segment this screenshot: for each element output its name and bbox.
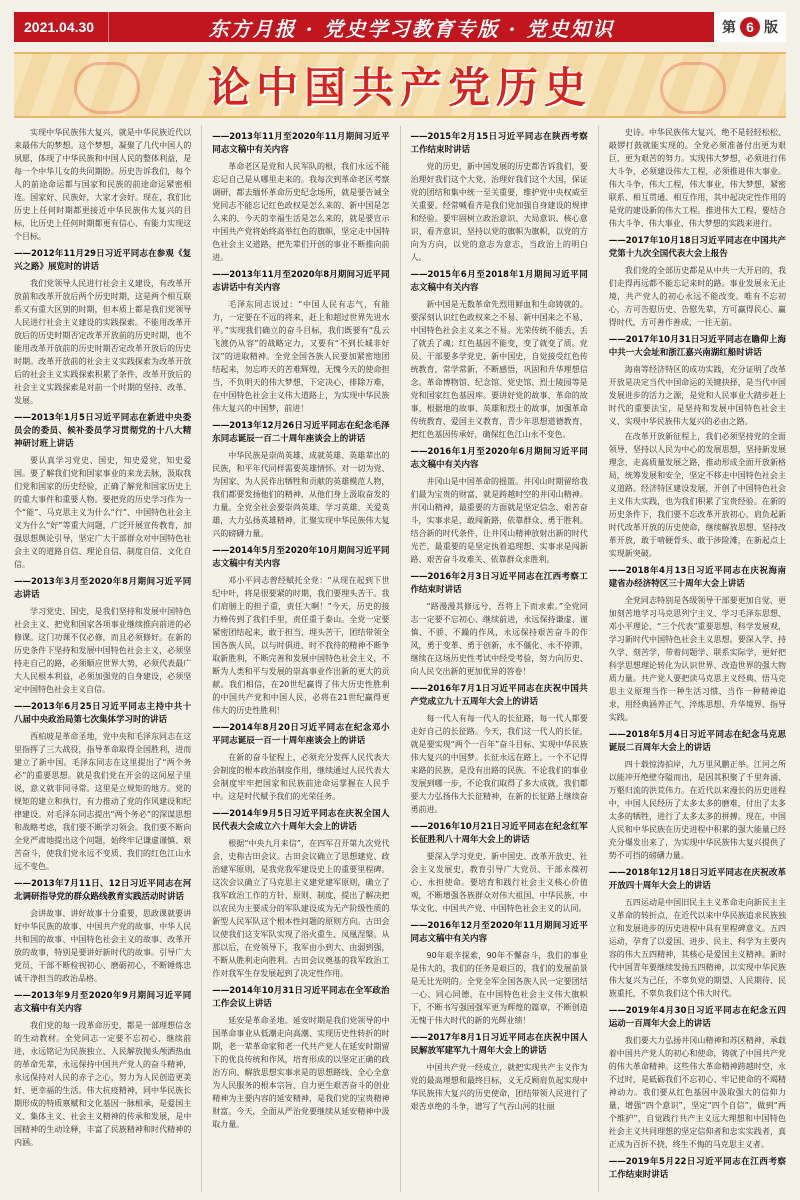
quote-source: ——2016年2月3日习近平同志在江西考察工作结束时讲话 xyxy=(410,572,588,595)
quote-source: ——2017年8月1日习近平同志在庆祝中国人民解放军建军九十周年大会上的讲话 xyxy=(410,1033,588,1056)
paragraph: 学习党史、国史，是我们坚持和发展中国特色社会主义、把党和国家各项事业继续推向前进的必修课。这门功课不仅必修，而且必须修好。在新的历史条件下坚持和发展中国特色社会主义，必须坚持走自己的路，必须顺应世界大势，必须代表最广大人民根本利益，必须加强党的自身建设，必须坚定中国特色社会主义自信。 xyxy=(14,607,192,694)
paragraph: 新中国是无数革命先烈用鲜血和生命铸就的。要深刻认识红色政权来之不易、新中国来之不易、中国特色社会主义来之不易。光荣传统不能丢，丢了就丢了魂；红色基因不能变，变了就变了质。党员、干部要多学党史、新中国史，自觉接受红色传统教育，常学常新，不断感悟，巩固和升华理想信念。革命博物馆、纪念馆、党史馆、烈士陵园等是党和国家红色基因库。要讲好党的故事、革命的故事、根据地的故事、英雄和烈士的故事，加强革命传统教育、爱国主义教育，青少年思想道德教育，把红色基因传承好，确保红色江山永不变色。 xyxy=(410,300,588,439)
quote-source: ——2013年6月25日习近平同志主持中共十八届中央政治局第七次集体学习时的讲话 xyxy=(14,702,192,725)
quote-source: ——2014年10月31日习近平同志在全军政治工作会议上讲话 xyxy=(212,986,390,1009)
quote-source: ——2018年5月4日习近平同志在纪念马克思诞辰二百周年大会上的讲话 xyxy=(608,730,786,753)
quote-source: ——2013年1月5日习近平同志在新进中央委员会的委员、候补委员学习贯彻党的十八大精神研讨班上讲话 xyxy=(14,413,192,449)
paragraph: 我们要大力弘扬井冈山精神和苏区精神，承载着中国共产党人的初心和使命，铸就了中国共产党的伟大革命精神。这些伟大革命精神跨越时空，永不过时，是砥砺我们不忘初心、牢记使命的不竭精神动力。我们要从红色基因中汲取强大的信仰力量，增强“四个意识”，坚定“四个自信”，做到“两个维护”，自觉践行共产主义远大理想和中国特色社会主义共同理想的坚定信仰者和忠实实践者，真正成为百折不挠、终生不悔的马克思主义者。 xyxy=(608,1036,786,1149)
paragraph: 井冈山是中国革命的摇篮。井冈山时期留给我们最为宝贵的财富，就是跨越时空的井冈山精神。井冈山精神，最重要的方面就是坚定信念、艰苦奋斗，实事求是、敢闯新路，依靠群众、勇于胜利。结合新的时代条件，让井冈山精神放射出新的时代光芒，最重要的是坚定执着追理想、实事求是闯新路、艰苦奋斗攻难关、依靠群众求胜利。 xyxy=(410,477,588,564)
quote-source: ——2013年7月11日、12日习近平同志在河北调研指导党的群众路线教育实践活动时讲话 xyxy=(14,879,192,902)
paragraph: 要认真学习党史、国史，知史爱党，知史爱国。要了解我们党和国家事业的来龙去脉，汲取我们党和国家的历史经验，正确了解党和国家历史上的重大事件和重要人物。要把党的历史学习作为一个“能”、马克思主义为什么“行”、中国特色社会主义为什么“好”等重大问题，广泛开展宣传教育，加强思想舆论引导，坚定广大干部群众对中国特色社会主义的道路自信、理论自信、制度自信、文化自信。 xyxy=(14,456,192,569)
quote-source: ——2016年1月至2020年6月期间习近平同志文稿中有关内容 xyxy=(410,447,588,470)
paragraph: 四十载惊涛拍岸，九万里风鹏正举。江河之所以能冲开绝壁夺隘而出，是因其积聚了千里奔涌、万壑归流的洪荒伟力。在近代以来漫长的历史进程中，中国人民经历了太多太多的磨难，付出了太多太多的牺牲，进行了太多太多的拼搏。现在，中国人民和中华民族在历史进程中积累的强大能量已经充分爆发出来了，为实现中华民族伟大复兴提供了势不可挡的磅礴力量。 xyxy=(608,760,786,860)
paragraph: 我们党的全部历史都是从中共一大开启的，我们走得再远都不能忘记来时的路。事业发展永无止境，共产党人的初心永远不能改变。唯有不忘初心，方可告慰历史、告慰先辈，方可赢得民心、赢得时代，方可善作善成、一往无前。 xyxy=(608,266,786,327)
paragraph: 我们党领导人民进行社会主义建设，有改革开放前和改革开放后两个历史时期，这是两个相互联系又有重大区别的时期，但本质上都是我们党领导人民进行社会主义建设的实践探索。不能用改革开放后的历史时期否定改革开放前的历史时期，也不能用改革开放前的历史时期否定改革开放后的历史时期。改革开放前的社会主义实践探索为改革开放后的社会主义实践探索积累了条件，改革开放后的社会主义实践探索是对前一个时期的坚持、改革、发展。 xyxy=(14,279,192,405)
title-banner xyxy=(14,52,786,118)
article-column-2 xyxy=(201,126,389,1192)
paragraph: 实现中华民族伟大复兴，就是中华民族近代以来最伟大的梦想。这个梦想，凝聚了几代中国人的夙愿，体现了中华民族和中国人民的整体利益，是每一个中华儿女的共同期盼。历史告诉我们，每个人的前途命运都与国家和民族的前途命运紧密相连。国家好、民族好，大家才会好。现在，我们比历史上任何时期都更接近中华民族伟大复兴的目标，比历史上任何时期都更有信心、有能力实现这个目标。 xyxy=(14,128,192,241)
quote-source: ——2016年7月1日习近平同志在庆祝中国共产党成立九十五周年大会上的讲话 xyxy=(410,684,588,707)
paragraph: 五四运动是中国旧民主主义革命走向新民主主义革命的转折点，在近代以来中华民族追求民族独立和发展进步的历史进程中具有里程碑意义。五四运动，孕育了以爱国、进步、民主、科学为主要内容的伟大五四精神，其核心是爱国主义精神。新时代中国青年要继续发扬五四精神，以实现中华民族伟大复兴为己任，不辜负党的期望、人民期待、民族重托，不辜负我们这个伟大时代。 xyxy=(608,898,786,998)
paragraph: 会讲故事、讲好故事十分重要，思政课就要讲好中华民族的故事、中国共产党的故事、中华人民共和国的故事、中国特色社会主义的故事、改革开放的故事，特别是要讲好新时代的故事。引导广大党员、干部不断检视初心、磨砺初心，不断锤炼忠诚干净担当的政治品格。 xyxy=(14,909,192,983)
masthead: 东方月报 · 党史学习教育专版 · 党史知识 xyxy=(208,16,615,41)
paragraph: 史诗。中华民族伟大复兴，绝不是轻轻松松、敲锣打鼓就能实现的。全党必须准备付出更为艰巨、更为艰苦的努力。实现伟大梦想，必须进行伟大斗争，必须建设伟大工程，必须推进伟大事业。伟大斗争，伟大工程，伟大事业，伟大梦想，紧密联系、相互贯通、相互作用，其中起决定性作用的是党的建设新的伟大工程。推进伟大工程，要结合伟大斗争、伟大事业、伟大梦想的实践来进行。 xyxy=(608,128,786,228)
quote-source: ——2017年10月18日习近平同志在中国共产党第十九次全国代表大会上报告 xyxy=(608,236,786,259)
quote-source: ——2013年11月至2020年8月期间习近平同志讲话中有关内容 xyxy=(212,270,390,293)
quote-source: ——2012年11月29日习近平同志在参观《复兴之路》展览时的讲话 xyxy=(14,249,192,272)
quote-source: ——2013年12月26日习近平同志在纪念毛泽东同志诞辰一百二十周年座谈会上的讲话 xyxy=(212,421,390,444)
quote-source: ——2014年9月5日习近平同志在庆祝全国人民代表大会成立六十周年大会上的讲话 xyxy=(212,809,390,832)
quote-source: ——2016年12月至2020年11月期间习近平同志文稿中有关内容 xyxy=(410,921,588,944)
paragraph: 根据“中央九月来信”，在四军召开第九次党代会，史称古田会议。古田会议确立了思想建党、政治建军原则，是我党我军建设史上的重要里程碑。这次会议确立了马克思主义建党建军原则，确立了我军政治工作的方针、原则、制度，提出了解决把以农民为主要成分的军队建设成为无产阶级性质的新型人民军队这个根本性问题的原则方向。古田会议使我们这支军队实现了浴火重生、凤凰涅槃。从那以后，在党领导下，我军由小到大、由弱到强，不断从胜利走向胜利。古田会议奠基的我军政治工作对我军生存发展起到了决定性作用。 xyxy=(212,839,390,978)
paragraph: 革命老区是党和人民军队的根，我们永远不能忘记自己是从哪里走来的。我每次到革命老区考察调研，都去缅怀革命历史纪念场所，就是要告诫全党同志不能忘记红色政权是怎么来的、新中国是怎么来的、今天的幸福生活是怎么来的，就是要宣示中国共产党将始终高举红色的旗帜，坚定走中国特色社会主义道路，把先辈们开创的事业不断推向前进。 xyxy=(212,162,390,262)
swirl-ornament-right xyxy=(660,62,726,114)
page-title: 论中国共产党历史 xyxy=(207,63,592,112)
paragraph: 毛泽东同志说过：“中国人民有志气，有能力，一定要在不远的将来，赶上和超过世界先进水平。”实现我们确立的奋斗目标，我们既要有“乱云飞渡仍从容”的战略定力，又要有“不到长城非好汉”的进取精神。全党全国各族人民要加紧密地团结起来，勿忘昨天的苦难辉煌，无愧今天的使命担当，不负明天的伟大梦想，下定决心，排除万难，在中国特色社会主义伟大道路上，为实现中华民族伟大复兴的中国梦，前进！ xyxy=(212,300,390,413)
article-column-1 xyxy=(14,126,191,1192)
page-indicator xyxy=(714,12,786,42)
quote-source: ——2014年8月20日习近平同志在纪念邓小平同志诞辰一百一十周年座谈会上的讲话 xyxy=(212,723,390,746)
quote-source: ——2018年12月18日习近平同志在庆祝改革开放四十周年大会上的讲话 xyxy=(608,868,786,891)
quote-source: ——2013年9月至2020年9月期间习近平同志文稿中有关内容 xyxy=(14,991,192,1014)
quote-source: ——2019年4月30日习近平同志在纪念五四运动一百周年大会上的讲话 xyxy=(608,1006,786,1029)
paragraph: 延安是革命圣地。延安时期是我们党领导的中国革命事业从低潮走向高潮、实现历史性转折的时期，老一辈革命家和老一代共产党人在延安时期留下的优良传统和作风，培育形成的以坚定正确的政治方向、解放思想实事求是的思想路线、全心全意为人民服务的根本宗旨、自力更生艰苦奋斗的创业精神为主要内容的延安精神，是我们党的宝贵精神财富。今天，全面从严治党要继续从延安精神中汲取力量。 xyxy=(212,1016,390,1129)
paragraph: 中华民族是崇尚英雄、成就英雄、英雄辈出的民族，和平年代同样需要英雄情怀。对一切为党、为国家、为人民作出牺牲和贡献的英雄模范人物，我们都要发扬他们的精神，从他们身上汲取奋发的力量。全党全社会要崇尚英雄、学习英雄、关爱英雄，大力弘扬英雄精神，汇聚实现中华民族伟大复兴的磅礴力量。 xyxy=(212,451,390,538)
paragraph: 全党同志特别是各级领导干部要更加自觉、更加刻苦地学习马克思列宁主义、学习毛泽东思想、邓小平理论、“三个代表”重要思想、科学发展观，学习新时代中国特色社会主义思想。要深入学、持久学、刻苦学，带着问题学、联系实际学，更好把科学思想理论转化为认识世界、改造世界的强大物质力量。共产党人要把读马克思主义经典、悟马克思主义原理当作一种生活习惯、当作一种精神追求，用经典涵养正气、淬炼思想、升华境界、指导实践。 xyxy=(608,596,786,722)
quote-source: ——2013年11月至2020年11月期间习近平同志文稿中有关内容 xyxy=(212,132,390,155)
paragraph: 要深入学习党史、新中国史、改革开放史、社会主义发展史，教育引导广大党员、干部永葆初心、永担使命。要培育和践行社会主义核心价值观，不断增强各族群众对伟大祖国、中华民族、中华文化、中国共产党、中国特色社会主义的认同。 xyxy=(410,852,588,913)
quote-source: ——2016年10月21日习近平同志在纪念红军长征胜利八十周年大会上的讲话 xyxy=(410,822,588,845)
quote-source: ——2015年6月至2018年1月期间习近平同志文稿中有关内容 xyxy=(410,270,588,293)
paragraph: 每一代人有每一代人的长征路，每一代人都要走好自己的长征路。今天，我们这一代人的长征，就是要实现“两个一百年”奋斗目标、实现中华民族伟大复兴的中国梦。长征永远在路上。一个不记得来路的民族，是没有出路的民族。不论我们的事业发展到哪一步，不论我们取得了多大成就，我们都要大力弘扬伟大长征精神，在新的长征路上继续奋勇前进。 xyxy=(410,714,588,814)
header-bar xyxy=(14,12,786,42)
paragraph: 在新的奋斗征程上，必须充分发挥人民代表大会制度的根本政治制度作用，继续通过人民代表大会制度牢牢把国家和民族前途命运掌握在人民手中。这是时代赋予我们的光荣任务。 xyxy=(212,753,390,801)
quote-source: ——2018年4月13日习近平同志在庆祝海南建省办经济特区三十周年大会上讲话 xyxy=(608,566,786,589)
article-column-3 xyxy=(400,126,588,1192)
page-suffix: 版 xyxy=(764,20,778,36)
paragraph: 邓小平同志曾经赋托全党：“从现在起到下世纪中叶，将是很要紧的时期，我们要埋头苦干。我们肩膀上的担子重，责任大啊！”今天，历史的接力棒传到了我们手里，责任重于泰山。全党一定要紧密团结起来，敢于担当、埋头苦干，团结带领全国各族人民，以与时俱进、时不我待的精神不断争取新胜利，不断完善和发展中国特色社会主义，不断为人类和平与发展的崇高事业作出新的更大的贡献。我们相信，在20世纪赢得了伟大历史性胜利的中国共产党和中国人民，必将在21世纪赢得更伟大的历史性胜利！ xyxy=(212,576,390,715)
quote-source: ——2019年5月22日习近平同志在江西考察工作结束时讲话 xyxy=(608,1157,786,1180)
paragraph: 90年艰辛探索，90年不懈奋斗，我们的事业是伟大的，我们的任务是艰巨的，我们的发展前景是无比光明的。全党全军全国各族人民一定要团结一心、同心同德，在中国特色社会主义伟大旗帜下，不断书写强国强军更为辉煌的篇章，不断创造无愧于伟大时代的新的光辉业绩！ xyxy=(410,951,588,1025)
paragraph: 我们党的每一段革命历史，都是一部理想信念的生动教材。全党同志一定要不忘初心、继续前进，永远铭记为民族独立、人民解放抛头颅洒热血的革命先辈，永远保持中国共产党人的奋斗精神，永远保持对人民的赤子之心，努力为人民创造更美好、更幸福的生活。伟大抗疫精神，同中华民族长期形成的特质禀赋和文化基因一脉相承，是爱国主义、集体主义、社会主义精神的传承和发展，是中国精神的生动诠释，丰富了民族精神和时代精神的内涵。 xyxy=(14,1021,192,1147)
quote-source: ——2013年3月至2020年8月期间习近平同志讲话 xyxy=(14,577,192,600)
quote-source: ——2015年2月15日习近平同志在陕西考察工作结束时讲话 xyxy=(410,132,588,155)
paragraph: 在改革开放新征程上，我们必须坚持党的全面领导，坚持以人民为中心的发展思想，坚持新发展理念，走高质量发展之路，推动形成全面开放新格局，统筹发展和安全，坚定不移走中国特色社会主义道路。经济特区建设发展，开创了中国特色社会主义伟大实践，也为我们积累了宝贵经验。在新的历史条件下，我们要不忘改革开放初心，肩负起新时代改革开放的历史使命，继续解放思想、坚持改革开放，敢于啃硬骨头、敢于涉险滩，在新起点上实现新突破。 xyxy=(608,432,786,558)
paragraph: 党的历史，新中国发展的历史都告诉我们，要治理好我们这个大党、治理好我们这个大国，保证党的团结和集中统一至关重要，维护党中央权威至关重要。经常喊看齐是我们党加强自身建设的规律和经验。要牢固树立政治意识、大局意识、核心意识、看齐意识，坚持以党的旗帜为旗帜，以党的方向为方向，以党的意志为意志，当政治上的明白人。 xyxy=(410,162,588,262)
paragraph: 中国共产党一经成立，就把实现共产主义作为党的最高理想和最终目标，义无反顾肩负起实现中华民族伟大复兴的历史使命，团结带领人民进行了艰苦卓绝的斗争，谱写了气吞山河的壮丽 xyxy=(410,1063,588,1111)
paragraph: 西柏坡是革命圣地，党中央和毛泽东同志在这里指挥了三大战役，指导革命取得全国胜利，进而建立了新中国。毛泽东同志在这里提出了“两个务必”的重要思想。就是我们党在开会的这间屋子里说，意义就非同寻常。这里是立规矩的地方。党的规矩的建立和执行，有力推动了党的作风建设和纪律建设。对毛泽东同志提出“两个务必”的深谋思想和战略考虑，我们要不断学习领会。我们要不断向全党严肃地提出这个问题，始终牢记谦虚谨慎、艰苦奋斗，使我们党永远不变质、我们的红色江山永远不变色。 xyxy=(14,732,192,871)
quote-source: ——2014年5月至2020年10月期间习近平同志文稿中有关内容 xyxy=(212,546,390,569)
page-number: 6 xyxy=(740,17,760,37)
paragraph: 海南等经济特区的成功实践，充分证明了改革开放是决定当代中国命运的关键抉择，是当代中国发展进步的活力之源，是党和人民事业大踏步赶上时代的重要法宝，是坚持和发展中国特色社会主义、实现中华民族伟大复兴的必由之路。 xyxy=(608,365,786,426)
article-column-4 xyxy=(598,126,786,1192)
quote-source: ——2017年10月31日习近平同志在瞻仰上海中共一大会址和浙江嘉兴南湖红船时讲话 xyxy=(608,335,786,358)
article-body xyxy=(14,126,786,1192)
paragraph: “路漫漫其修远兮，吾将上下而求索。”全党同志一定要不忘初心、继续前进，永远保持谦虚、谨慎、不骄、不躁的作风，永远保持艰苦奋斗的作风，勇于变革、勇于创新，永不僵化、永不停滞，继续在这场历史性考试中经受考验，努力向历史、向人民交出新的更加优异的答卷！ xyxy=(410,602,588,676)
page-prefix: 第 xyxy=(722,20,736,36)
issue-date: 2021.04.30 xyxy=(14,12,109,42)
swirl-ornament-left xyxy=(74,62,140,114)
